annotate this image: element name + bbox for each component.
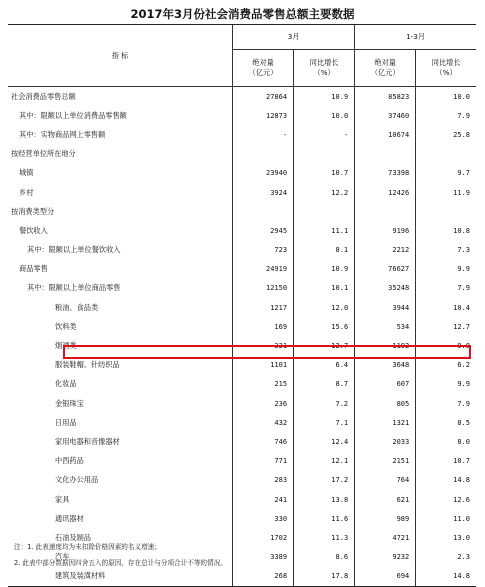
- row-growth-q1: 13.0: [416, 528, 476, 547]
- row-growth-march: 12.4: [294, 432, 355, 451]
- row-abs-march: 12873: [233, 106, 294, 125]
- row-growth-march: [294, 145, 355, 164]
- row-abs-q1: 2033: [355, 432, 416, 451]
- row-abs-q1: 607: [355, 375, 416, 394]
- row-abs-march: 1101: [233, 356, 294, 375]
- row-label: 饮料类: [55, 321, 77, 331]
- row-abs-q1: 73398: [355, 164, 416, 183]
- row-growth-q1: 10.0: [416, 87, 476, 107]
- row-abs-q1: 2212: [355, 241, 416, 260]
- row-label: 商品零售: [19, 264, 48, 274]
- row-growth-march: 17.2: [294, 471, 355, 490]
- row-label: 金银珠宝: [55, 398, 84, 408]
- row-abs-q1: 694: [355, 567, 416, 587]
- growth-header-march: 同比增长 （%）: [294, 50, 355, 87]
- row-label: 文化办公用品: [55, 475, 99, 485]
- period-header-q1: 1-3月: [355, 25, 476, 50]
- row-abs-q1: 989: [355, 509, 416, 528]
- row-abs-q1: 37460: [355, 106, 416, 125]
- row-label: 日用品: [55, 417, 77, 427]
- note-1: 注：1. 此表速度均为未扣除价格因素的名义增速；: [14, 543, 161, 551]
- row-label: 其中：实物商品网上零售额: [19, 129, 106, 139]
- row-growth-q1: 7.9: [416, 106, 476, 125]
- row-growth-march: 17.8: [294, 567, 355, 587]
- row-label: 按经营单位所在地分: [11, 149, 76, 159]
- row-growth-q1: 25.8: [416, 125, 476, 144]
- row-growth-q1: 7.3: [416, 241, 476, 260]
- table-row: [8, 432, 476, 451]
- table-row: [8, 394, 476, 413]
- abs-header-q1: 绝对量 （亿元）: [355, 50, 416, 87]
- row-abs-march: 771: [233, 452, 294, 471]
- row-abs-q1: 534: [355, 317, 416, 336]
- row-abs-march: 27864: [233, 87, 294, 107]
- row-abs-q1: 9232: [355, 548, 416, 567]
- period-header-march: 3月: [233, 25, 355, 50]
- row-label: 其中：限额以上单位餐饮收入: [27, 245, 121, 255]
- row-abs-march: 215: [233, 375, 294, 394]
- row-abs-q1: 76627: [355, 260, 416, 279]
- row-growth-q1: 9.9: [416, 260, 476, 279]
- row-growth-q1: 11.9: [416, 183, 476, 202]
- row-growth-march: 10.7: [294, 164, 355, 183]
- row-abs-march: 268: [233, 567, 294, 587]
- row-abs-q1: 35248: [355, 279, 416, 298]
- row-label: 服装鞋帽、针纺织品: [55, 360, 120, 370]
- row-growth-q1: 12.7: [416, 317, 476, 336]
- table-row: [8, 490, 476, 509]
- table-row: [8, 87, 476, 107]
- row-abs-march: 241: [233, 490, 294, 509]
- row-growth-march: 10.0: [294, 106, 355, 125]
- row-growth-march: 8.6: [294, 548, 355, 567]
- row-label: 乡村: [19, 187, 34, 197]
- table-row: [8, 317, 476, 336]
- row-growth-q1: 9.9: [416, 375, 476, 394]
- table-row: [8, 298, 476, 317]
- row-growth-q1: 12.6: [416, 490, 476, 509]
- table-row: [8, 145, 476, 164]
- row-growth-march: 6.4: [294, 356, 355, 375]
- row-growth-q1: 10.7: [416, 452, 476, 471]
- row-abs-march: 746: [233, 432, 294, 451]
- row-label: 汽车: [55, 552, 70, 562]
- row-abs-march: 3924: [233, 183, 294, 202]
- row-growth-march: 12.0: [294, 298, 355, 317]
- note-2: 2. 此表中部分数据因四舍五入的原因，存在总计与分项合计不等的情况。: [14, 559, 227, 567]
- row-abs-q1: 85823: [355, 87, 416, 107]
- row-label: 化妆品: [55, 379, 77, 389]
- table-row: [8, 183, 476, 202]
- table-row: [8, 279, 476, 298]
- row-growth-march: 7.1: [294, 413, 355, 432]
- row-growth-q1: 14.8: [416, 567, 476, 587]
- row-growth-q1: 8.5: [416, 413, 476, 432]
- row-growth-march: 13.8: [294, 490, 355, 509]
- row-growth-march: 15.6: [294, 317, 355, 336]
- row-growth-march: -: [294, 125, 355, 144]
- row-growth-march: 10.1: [294, 279, 355, 298]
- row-growth-q1: 10.8: [416, 221, 476, 240]
- table-row: [8, 413, 476, 432]
- row-label: 通讯器材: [55, 513, 84, 523]
- row-abs-march: [233, 145, 294, 164]
- row-abs-march: 236: [233, 394, 294, 413]
- row-growth-q1: 6.2: [416, 356, 476, 375]
- row-abs-march: 1702: [233, 528, 294, 547]
- row-abs-march: 330: [233, 509, 294, 528]
- row-abs-march: [233, 202, 294, 221]
- row-abs-march: -: [233, 125, 294, 144]
- row-abs-march: 2945: [233, 221, 294, 240]
- row-label: 其中：限额以上单位消费品零售额: [19, 110, 127, 120]
- row-growth-march: 12.1: [294, 452, 355, 471]
- row-growth-march: 11.1: [294, 221, 355, 240]
- row-abs-q1: 2151: [355, 452, 416, 471]
- row-growth-q1: 9.8: [416, 336, 476, 355]
- row-abs-march: 24919: [233, 260, 294, 279]
- row-growth-q1: 2.3: [416, 548, 476, 567]
- row-label: 石油及制品: [55, 532, 91, 542]
- row-abs-q1: 1321: [355, 413, 416, 432]
- row-abs-march: 723: [233, 241, 294, 260]
- row-growth-march: 10.9: [294, 87, 355, 107]
- row-abs-march: 169: [233, 317, 294, 336]
- table-row: [8, 221, 476, 240]
- row-growth-q1: [416, 145, 476, 164]
- row-label: 家用电器和音像器材: [55, 436, 120, 446]
- data-table: [8, 24, 476, 587]
- table-row: [8, 452, 476, 471]
- row-label: 按消费类型分: [11, 206, 55, 216]
- row-label: 烟酒类: [55, 341, 77, 351]
- row-label: 中西药品: [55, 456, 84, 466]
- row-growth-march: 12.7: [294, 336, 355, 355]
- row-abs-q1: 1192: [355, 336, 416, 355]
- table-row: [8, 241, 476, 260]
- table-row: [8, 509, 476, 528]
- row-abs-q1: [355, 202, 416, 221]
- row-label: 城镇: [19, 168, 34, 178]
- row-abs-march: 432: [233, 413, 294, 432]
- table-row: [8, 375, 476, 394]
- row-label: 建筑及装潢材料: [8, 567, 233, 587]
- row-growth-march: 10.9: [294, 260, 355, 279]
- table-row: [8, 471, 476, 490]
- row-label: 其中：限额以上单位商品零售: [27, 283, 121, 293]
- row-abs-march: 331: [233, 336, 294, 355]
- row-label: 粮油、食品类: [55, 302, 99, 312]
- row-growth-march: [294, 202, 355, 221]
- indicator-header: 指 标: [8, 25, 233, 87]
- row-abs-march: 1217: [233, 298, 294, 317]
- row-abs-march: 12150: [233, 279, 294, 298]
- row-abs-march: 23940: [233, 164, 294, 183]
- row-label: 社会消费品零售总额: [8, 87, 233, 107]
- row-abs-q1: 764: [355, 471, 416, 490]
- row-growth-q1: 10.4: [416, 298, 476, 317]
- table-row: [8, 106, 476, 125]
- row-growth-march: 11.6: [294, 509, 355, 528]
- row-growth-q1: 14.8: [416, 471, 476, 490]
- table-row: [8, 260, 476, 279]
- growth-header-q1: 同比增长 （%）: [416, 50, 476, 87]
- row-growth-march: 7.2: [294, 394, 355, 413]
- abs-header-march: 绝对量 （亿元）: [233, 50, 294, 87]
- row-abs-q1: 805: [355, 394, 416, 413]
- row-abs-march: 283: [233, 471, 294, 490]
- row-growth-q1: 7.9: [416, 279, 476, 298]
- row-abs-q1: 3944: [355, 298, 416, 317]
- row-abs-q1: 12426: [355, 183, 416, 202]
- row-growth-march: 8.7: [294, 375, 355, 394]
- row-label: 家具: [55, 494, 70, 504]
- row-growth-march: 12.2: [294, 183, 355, 202]
- page-title: 2017年3月份社会消费品零售总额主要数据: [130, 7, 355, 21]
- row-growth-q1: [416, 202, 476, 221]
- row-abs-q1: 4721: [355, 528, 416, 547]
- row-label: 餐饮收入: [19, 225, 48, 235]
- highlight-box-cosmetics: [63, 345, 471, 359]
- row-abs-q1: 3648: [355, 356, 416, 375]
- row-growth-march: 11.3: [294, 528, 355, 547]
- row-abs-q1: 9196: [355, 221, 416, 240]
- row-abs-q1: 621: [355, 490, 416, 509]
- table-row: [8, 202, 476, 221]
- row-growth-q1: 9.7: [416, 164, 476, 183]
- row-growth-q1: 11.0: [416, 509, 476, 528]
- table-row: [8, 567, 476, 587]
- row-growth-q1: 8.0: [416, 432, 476, 451]
- row-growth-march: 8.1: [294, 241, 355, 260]
- row-abs-q1: 10674: [355, 125, 416, 144]
- row-abs-q1: [355, 145, 416, 164]
- table-row: [8, 164, 476, 183]
- row-abs-march: 3389: [233, 548, 294, 567]
- row-growth-q1: 7.9: [416, 394, 476, 413]
- table-row: [8, 125, 476, 144]
